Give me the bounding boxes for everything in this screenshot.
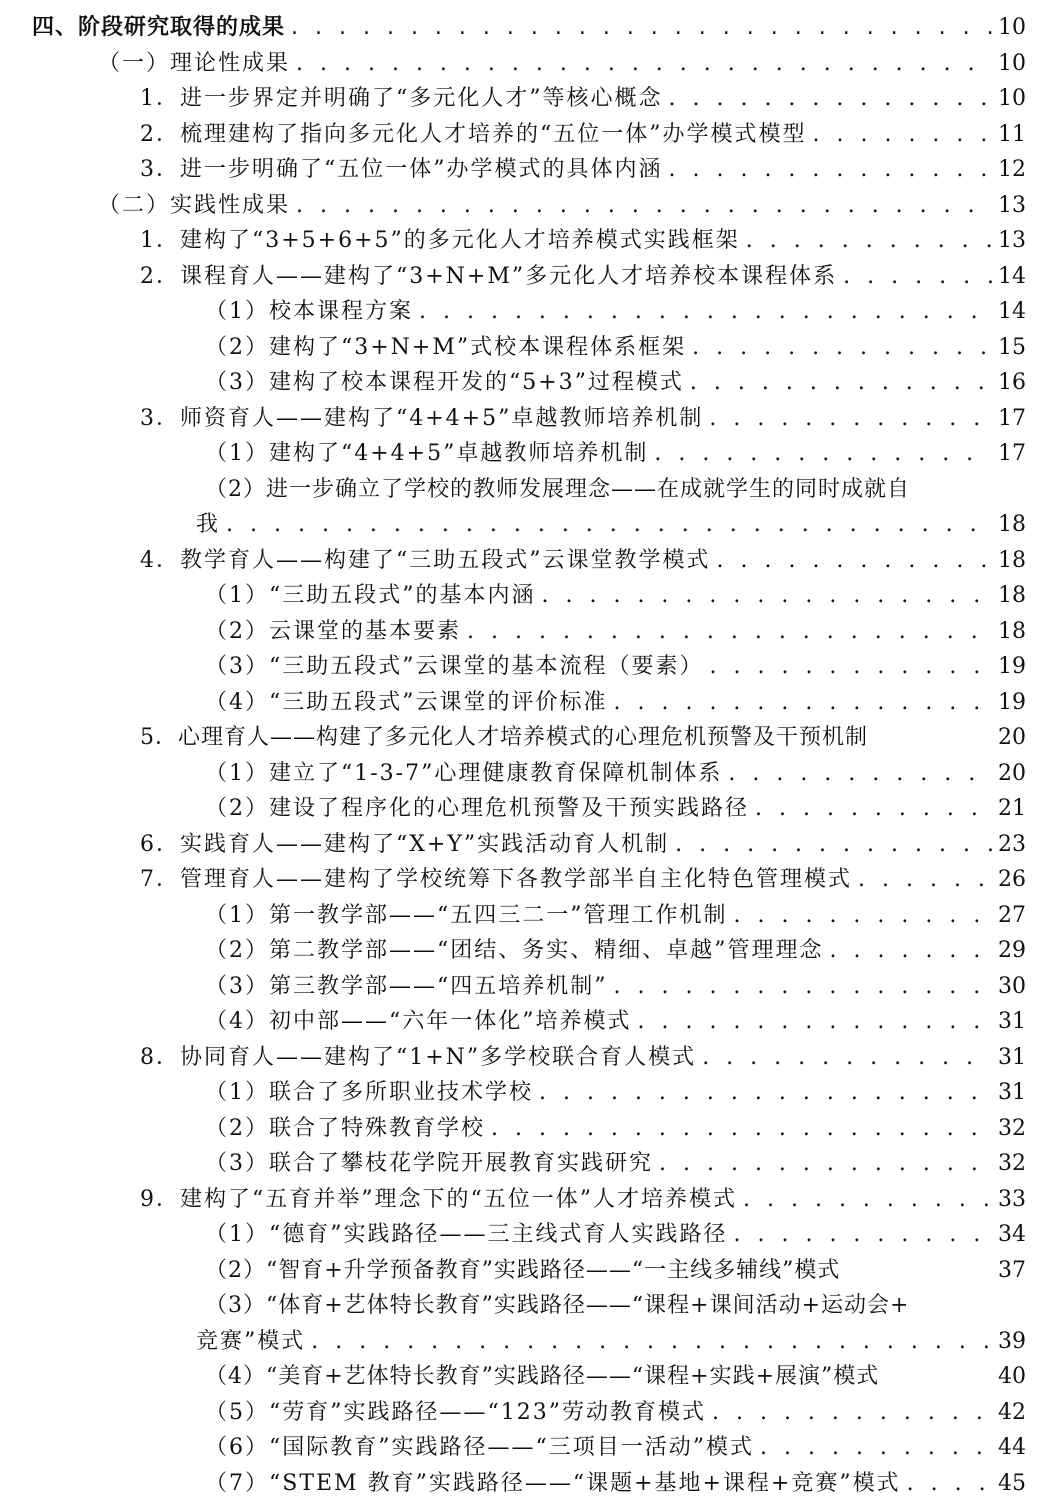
toc-entry-page-number: 13 — [998, 228, 1026, 253]
toc-entry[interactable] — [0, 1288, 1058, 1324]
toc-entry[interactable] — [0, 152, 1058, 188]
dot-leader — [467, 614, 992, 650]
dot-leader — [675, 827, 992, 863]
toc-entry[interactable] — [0, 1359, 1058, 1395]
toc-entry-title: （1）“德育”实践路径——三主线式育人实践路径 — [205, 1222, 728, 1247]
toc-entry-title: （3）第三教学部——“四五培养机制” — [205, 973, 608, 999]
dot-leader — [734, 1217, 993, 1253]
toc-entry[interactable] — [0, 401, 1058, 437]
toc-entry[interactable] — [0, 259, 1058, 295]
toc-entry-page-number: 17 — [998, 405, 1026, 431]
toc-entry-page-number: 18 — [998, 618, 1026, 644]
toc-entry-title: （2）联合了特殊教育学校 — [205, 1115, 485, 1141]
table-of-contents — [0, 10, 1058, 1501]
dot-leader — [746, 223, 992, 259]
toc-entry-page-number: 19 — [998, 654, 1026, 679]
dot-leader — [702, 1040, 992, 1076]
toc-entry-page-number: 19 — [998, 689, 1026, 715]
toc-entry-page-number: 11 — [998, 121, 1026, 147]
dot-leader — [690, 365, 992, 401]
dot-leader — [614, 685, 993, 721]
toc-entry-title: （1）“三助五段式”的基本内涵 — [205, 583, 536, 608]
toc-entry-page-number: 13 — [998, 192, 1026, 218]
dot-leader — [654, 436, 992, 472]
toc-entry[interactable] — [0, 472, 1058, 508]
toc-entry[interactable] — [0, 81, 1058, 117]
dot-leader — [296, 46, 992, 82]
toc-entry-title: （3）“体育+艺体特长教育”实践路径——“课程+课间活动+运动会+ — [205, 1293, 910, 1318]
toc-entry-title: （2）进一步确立了学校的教师发展理念——在成就学生的同时成就自 — [205, 476, 910, 502]
toc-entry-page-number: 29 — [998, 938, 1026, 963]
toc-entry-title: （一）理论性成果 — [98, 50, 291, 76]
toc-entry-page-number: 31 — [998, 1044, 1026, 1070]
toc-entry[interactable] — [0, 720, 1058, 756]
toc-entry[interactable] — [0, 1253, 1058, 1289]
toc-entry[interactable] — [0, 1324, 1058, 1360]
toc-entry-page-number: 27 — [998, 902, 1026, 928]
toc-entry-title: 四、阶段研究取得的成果 — [32, 15, 286, 40]
toc-entry[interactable] — [0, 1466, 1058, 1502]
toc-entry-title: 5．心理育人——构建了多元化人才培养模式的心理危机预警及干预机制 — [140, 725, 868, 750]
toc-entry-page-number: 20 — [998, 760, 1026, 786]
dot-leader — [491, 1111, 992, 1147]
toc-entry-page-number: 31 — [998, 1080, 1026, 1105]
toc-entry[interactable] — [0, 614, 1058, 650]
toc-entry[interactable] — [0, 1146, 1058, 1182]
toc-entry-page-number: 16 — [998, 370, 1026, 395]
toc-entry-title: 2．梳理建构了指向多元化人才培养的“五位一体”办学模式模型 — [140, 121, 807, 147]
toc-entry-page-number: 15 — [998, 334, 1026, 360]
toc-entry-title: 6．实践育人——建构了“X+Y”实践活动育人机制 — [140, 831, 670, 857]
dot-leader — [728, 756, 992, 792]
toc-entry[interactable] — [0, 365, 1058, 401]
toc-entry-page-number: 32 — [998, 1151, 1026, 1176]
toc-entry[interactable] — [0, 827, 1058, 863]
dot-leader — [760, 1430, 992, 1466]
toc-entry-title: （5）“劳育”实践路径——“123”劳动教育模式 — [205, 1399, 706, 1425]
toc-entry-page-number: 30 — [998, 973, 1026, 999]
toc-entry[interactable] — [0, 1004, 1058, 1040]
toc-entry-page-number: 33 — [998, 1186, 1026, 1212]
toc-entry-page-number: 14 — [998, 263, 1026, 289]
toc-entry[interactable] — [0, 1430, 1058, 1466]
toc-entry-page-number: 10 — [998, 86, 1026, 111]
toc-entry-title: （7）“STEM 教育”实践路径——“课题+基地+课程+竞赛”模式 — [205, 1470, 901, 1496]
dot-leader — [542, 578, 993, 614]
toc-entry-title: （2）建构了“3+N+M”式校本课程体系框架 — [205, 334, 687, 360]
toc-entry[interactable] — [0, 1217, 1058, 1253]
dot-leader — [717, 543, 993, 579]
toc-entry[interactable] — [0, 649, 1058, 685]
dot-leader — [734, 898, 993, 934]
toc-entry[interactable] — [0, 117, 1058, 153]
toc-entry-page-number: 20 — [998, 725, 1026, 750]
toc-entry[interactable] — [0, 1182, 1058, 1218]
toc-entry-title: （4）“美育+艺体特长教育”实践路径——“课程+实践+展演”模式 — [205, 1364, 880, 1389]
toc-entry-page-number: 21 — [998, 796, 1026, 821]
toc-entry-page-number: 44 — [998, 1435, 1026, 1460]
toc-entry-title: （4）初中部——“六年一体化”培养模式 — [205, 1009, 632, 1034]
toc-entry-title: （4）“三助五段式”云课堂的评价标准 — [205, 689, 608, 715]
toc-entry-title: 3．师资育人——建构了“4+4+5”卓越教师培养机制 — [140, 405, 704, 431]
toc-entry[interactable] — [0, 578, 1058, 614]
dot-leader — [296, 188, 992, 224]
toc-entry[interactable] — [0, 862, 1058, 898]
dot-leader — [311, 1324, 992, 1360]
toc-entry[interactable] — [0, 685, 1058, 721]
toc-entry[interactable] — [0, 46, 1058, 82]
toc-entry[interactable] — [0, 10, 1058, 46]
toc-entry-page-number: 39 — [998, 1328, 1026, 1354]
toc-entry-title: 4．教学育人——构建了“三助五段式”云课堂教学模式 — [140, 547, 711, 573]
toc-entry-page-number: 37 — [998, 1257, 1026, 1283]
dot-leader — [539, 1075, 992, 1111]
dot-leader — [858, 862, 992, 898]
toc-entry-title: 竞赛”模式 — [196, 1328, 306, 1354]
dot-leader — [692, 330, 992, 366]
dot-leader — [907, 1466, 992, 1502]
toc-entry[interactable] — [0, 898, 1058, 934]
toc-entry-title: （1）联合了多所职业技术学校 — [205, 1080, 533, 1105]
toc-entry-page-number: 40 — [998, 1364, 1026, 1389]
toc-entry[interactable] — [0, 294, 1058, 330]
toc-entry[interactable] — [0, 1111, 1058, 1147]
toc-entry-title: 7．管理育人——建构了学校统筹下各教学部半自主化特色管理模式 — [140, 867, 852, 892]
dot-leader — [669, 152, 993, 188]
toc-entry[interactable] — [0, 436, 1058, 472]
toc-entry-page-number: 17 — [998, 441, 1026, 466]
toc-entry-page-number: 31 — [998, 1009, 1026, 1034]
toc-entry-page-number: 23 — [998, 831, 1026, 857]
toc-entry-title: （2）“智育+升学预备教育”实践路径——“一主线多辅线”模式 — [205, 1257, 841, 1283]
dot-leader — [813, 117, 993, 153]
toc-entry-title: （1）第一教学部——“五四三二一”管理工作机制 — [205, 902, 728, 928]
toc-entry-title: （二）实践性成果 — [98, 192, 291, 218]
toc-entry-title: 1．进一步界定并明确了“多元化人才”等核心概念 — [140, 86, 663, 111]
toc-entry-title: 8．协同育人——建构了“1+N”多学校联合育人模式 — [140, 1044, 697, 1070]
toc-entry[interactable] — [0, 507, 1058, 543]
dot-leader — [226, 507, 992, 543]
dot-leader — [709, 401, 992, 437]
toc-entry-page-number: 34 — [998, 1222, 1026, 1247]
dot-leader — [843, 259, 992, 295]
toc-entry-page-number: 45 — [998, 1470, 1026, 1496]
dot-leader — [830, 933, 993, 969]
dot-leader — [743, 1182, 992, 1218]
toc-entry-page-number: 10 — [998, 50, 1026, 76]
toc-entry-page-number: 26 — [998, 867, 1026, 892]
dot-leader — [755, 791, 992, 827]
dot-leader — [614, 969, 993, 1005]
toc-entry-title: （2）建设了程序化的心理危机预警及干预实践路径 — [205, 796, 749, 821]
toc-entry[interactable] — [0, 188, 1058, 224]
toc-entry-title: 9．建构了“五育并举”理念下的“五位一体”人才培养模式 — [140, 1186, 737, 1212]
toc-entry[interactable] — [0, 933, 1058, 969]
dot-leader — [712, 1395, 992, 1431]
dot-leader — [659, 1146, 992, 1182]
toc-entry-title: （3）联合了攀枝花学院开展教育实践研究 — [205, 1151, 653, 1176]
toc-entry-page-number: 18 — [998, 547, 1026, 573]
toc-entry-title: （1）建构了“4+4+5”卓越教师培养机制 — [205, 441, 649, 466]
toc-entry[interactable] — [0, 756, 1058, 792]
toc-entry-page-number: 18 — [998, 512, 1026, 537]
toc-entry[interactable] — [0, 543, 1058, 579]
toc-entry-title: 2．课程育人——建构了“3+N+M”多元化人才培养校本课程体系 — [140, 263, 838, 289]
toc-entry-title: （2）第二教学部——“团结、务实、精细、卓越”管理理念 — [205, 938, 824, 963]
toc-entry[interactable] — [0, 969, 1058, 1005]
toc-entry-title: （3）“三助五段式”云课堂的基本流程（要素） — [205, 654, 704, 679]
toc-entry[interactable] — [0, 791, 1058, 827]
dot-leader — [710, 649, 993, 685]
dot-leader — [669, 81, 993, 117]
dot-leader — [291, 10, 992, 46]
toc-entry[interactable] — [0, 1395, 1058, 1431]
toc-entry[interactable] — [0, 223, 1058, 259]
toc-entry-page-number: 32 — [998, 1115, 1026, 1141]
toc-entry-title: （6）“国际教育”实践路径——“三项目一活动”模式 — [205, 1435, 754, 1460]
toc-entry-page-number: 10 — [998, 15, 1026, 40]
toc-entry-page-number: 14 — [998, 299, 1026, 324]
toc-entry-title: （1）建立了“1-3-7”心理健康教育保障机制体系 — [205, 760, 723, 786]
dot-leader — [638, 1004, 993, 1040]
toc-entry-title: 我 — [196, 512, 221, 537]
toc-entry-title: （1）校本课程方案 — [205, 299, 413, 324]
toc-entry[interactable] — [0, 1075, 1058, 1111]
toc-entry-title: 1．建构了“3+5+6+5”的多元化人才培养模式实践框架 — [140, 228, 740, 253]
toc-entry-title: （3）建构了校本课程开发的“5+3”过程模式 — [205, 370, 684, 395]
dot-leader — [419, 294, 992, 330]
toc-entry[interactable] — [0, 1040, 1058, 1076]
toc-entry-page-number: 42 — [998, 1399, 1026, 1425]
toc-entry-title: （2）云课堂的基本要素 — [205, 618, 461, 644]
toc-entry[interactable] — [0, 330, 1058, 366]
toc-entry-page-number: 18 — [998, 583, 1026, 608]
toc-entry-title: 3．进一步明确了“五位一体”办学模式的具体内涵 — [140, 157, 663, 182]
toc-entry-page-number: 12 — [998, 157, 1026, 182]
